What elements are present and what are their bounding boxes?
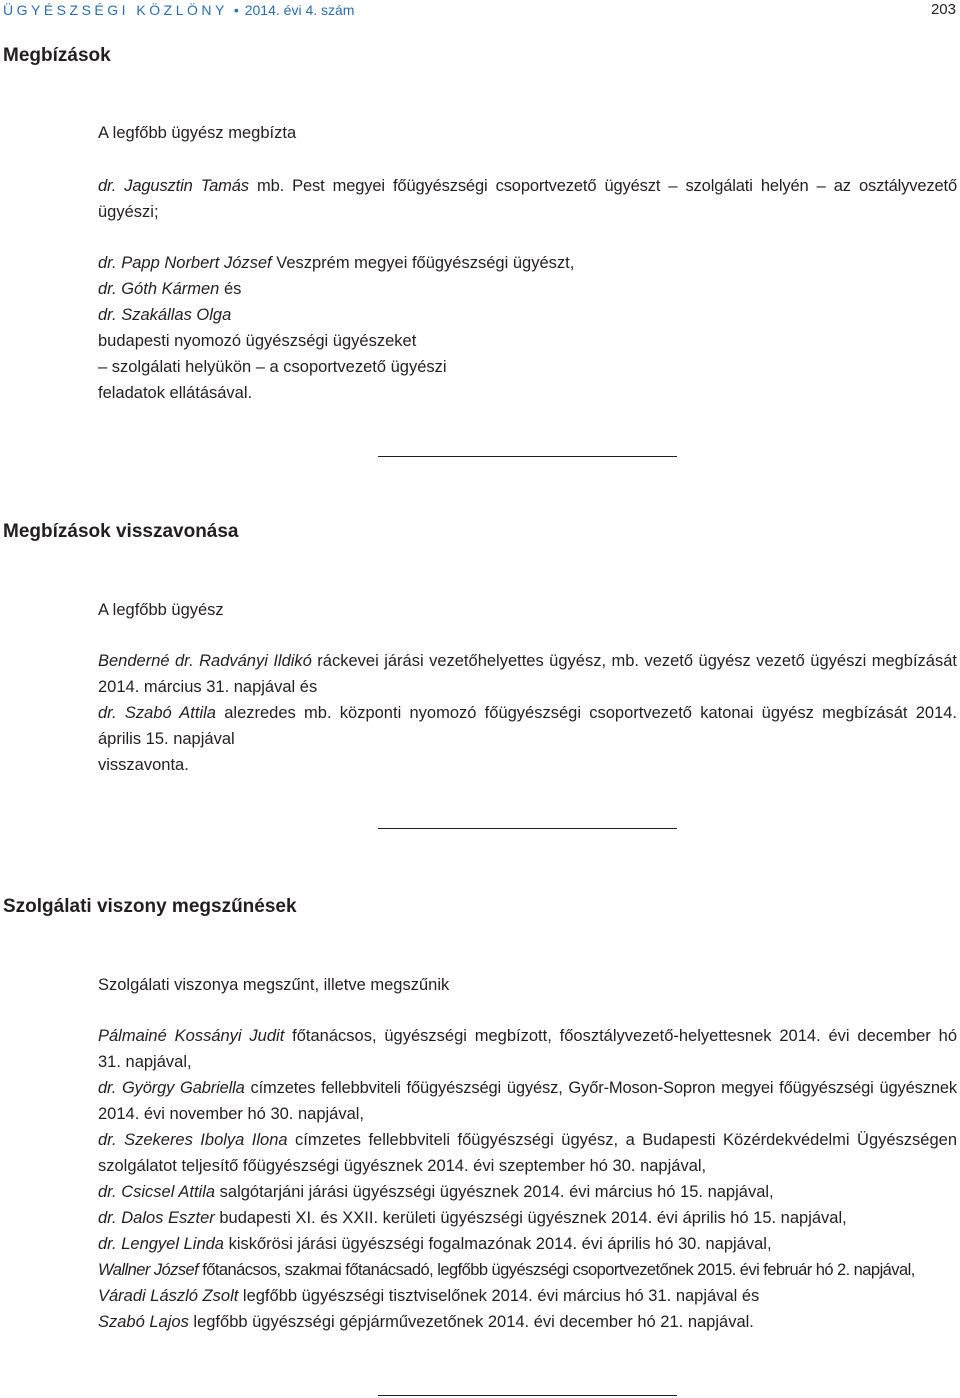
paragraph-line: dr. Góth Kármen és xyxy=(98,280,242,298)
journal-name: ÜGYÉSZSÉGI KÖZLÖNY xyxy=(3,2,228,18)
person-name: dr. Papp Norbert József xyxy=(98,254,272,272)
list-item: dr. Szekeres Ibolya Ilona címzetes fellebbviteli főügyészségi ügyész, a Budapesti Közérdekvédelmi Ügyészségen szolgálatot teljesítő főügyészségi ügyésznek 2014. évi szeptember hó 30. napjával, xyxy=(98,1131,958,1175)
list-item: Váradi László Zsolt legfőbb ügyészségi tisztviselőnek 2014. évi március hó 31. napjával és xyxy=(98,1287,760,1305)
person-name: Váradi László Zsolt xyxy=(98,1287,239,1305)
section-intro: A legfőbb ügyész megbízta xyxy=(98,124,297,142)
journal-title xyxy=(3,0,354,23)
paragraph-line: visszavonta. xyxy=(98,756,189,774)
list-item: dr. György Gabriella címzetes fellebbviteli főügyészségi ügyész, Győr-Moson-Sopron megyei főügyészségi ügyésznek 2014. évi november hó 30. napjával, xyxy=(98,1079,957,1123)
paragraph-line: Benderné dr. Radványi Ildikó ráckevei járási vezetőhelyettes ügyész, mb. vezető ügyész vezető ügyészi megbízását xyxy=(98,652,957,670)
list-item: Pálmainé Kossányi Judit főtanácsos, ügyészségi megbízott, főosztályvezető-helyettesnek 2014. évi december hó 31. napjával, xyxy=(98,1027,958,1071)
paragraph-line xyxy=(98,302,957,328)
appointment-paragraph xyxy=(98,173,957,225)
revocation-paragraph xyxy=(98,648,957,778)
issue-label: 2014. évi 4. szám xyxy=(244,2,355,18)
section-title-megszunesek: Szolgálati viszony megszűnések xyxy=(3,896,297,917)
section-divider xyxy=(378,456,677,457)
paragraph-line: dr. Papp Norbert József Veszprém megyei főügyészségi ügyészt, xyxy=(98,254,575,272)
termination-list xyxy=(98,1023,957,1335)
person-name: Benderné dr. Radványi Ildikó xyxy=(98,652,312,670)
paragraph-line: budapesti nyomozó ügyészségi ügyészeket xyxy=(98,332,417,350)
list-item: dr. Csicsel Attila salgótarjáni járási ügyészségi ügyésznek 2014. évi március hó 15. napjával, xyxy=(98,1183,774,1201)
list-item: Wallner József főtanácsos, szakmai főtanácsadó, legfőbb ügyészségi csoportvezetőnek 2015. évi február hó 2. napjával, xyxy=(98,1261,915,1279)
header-separator: • xyxy=(233,2,239,18)
paragraph-line: 2014. március 31. napjával és xyxy=(98,678,318,696)
page-header xyxy=(3,0,956,20)
person-name: Pálmainé Kossányi Judit xyxy=(98,1027,285,1045)
list-item: dr. Dalos Eszter budapesti XI. és XXII. kerületi ügyészségi ügyésznek 2014. évi április hó 15. napjával, xyxy=(98,1209,847,1227)
section-title-megbizasok: Megbízások xyxy=(3,45,111,66)
person-name: dr. György Gabriella xyxy=(98,1079,245,1097)
person-name: dr. Dalos Eszter xyxy=(98,1209,215,1227)
appointment-paragraph xyxy=(98,250,957,406)
paragraph-line: – szolgálati helyükön – a csoportvezető ügyészi xyxy=(98,358,447,376)
section-divider xyxy=(378,828,677,829)
person-name: Wallner József xyxy=(98,1261,199,1279)
section-intro: Szolgálati viszonya megszűnt, illetve megszűnik xyxy=(98,976,450,994)
list-item: Szabó Lajos legfőbb ügyészségi gépjárművezetőnek 2014. évi december hó 21. napjával. xyxy=(98,1313,754,1331)
section-divider xyxy=(378,1395,677,1396)
person-name: dr. Jagusztin Tamás xyxy=(98,177,249,195)
paragraph-line: dr. Jagusztin Tamás mb. Pest megyei főügyészségi csoportvezető ügyészt – szolgálati helyén – az osztályvezető xyxy=(98,177,957,195)
paragraph-line: ügyészi; xyxy=(98,203,159,221)
person-name: dr. Góth Kármen xyxy=(98,280,220,298)
paragraph-line: feladatok ellátásával. xyxy=(98,384,253,402)
page-number: 203 xyxy=(930,1,956,18)
section-intro: A legfőbb ügyész xyxy=(98,601,224,619)
person-name: dr. Szakállas Olga xyxy=(98,306,232,324)
person-name: dr. Lengyel Linda xyxy=(98,1235,224,1253)
section-title-visszavonasa: Megbízások visszavonása xyxy=(3,521,239,542)
list-item: dr. Lengyel Linda kiskőrösi járási ügyészségi fogalmazónak 2014. évi április hó 30. napjával, xyxy=(98,1235,772,1253)
person-name: Szabó Lajos xyxy=(98,1313,189,1331)
person-name: dr. Csicsel Attila xyxy=(98,1183,216,1201)
person-name: dr. Szabó Attila xyxy=(98,704,216,722)
paragraph-line: dr. Szabó Attila alezredes mb. központi nyomozó főügyészségi csoportvezető katonai ügyész megbízását 2014. xyxy=(98,704,958,722)
paragraph-line: április 15. napjával xyxy=(98,730,235,748)
person-name: dr. Szekeres Ibolya Ilona xyxy=(98,1131,288,1149)
